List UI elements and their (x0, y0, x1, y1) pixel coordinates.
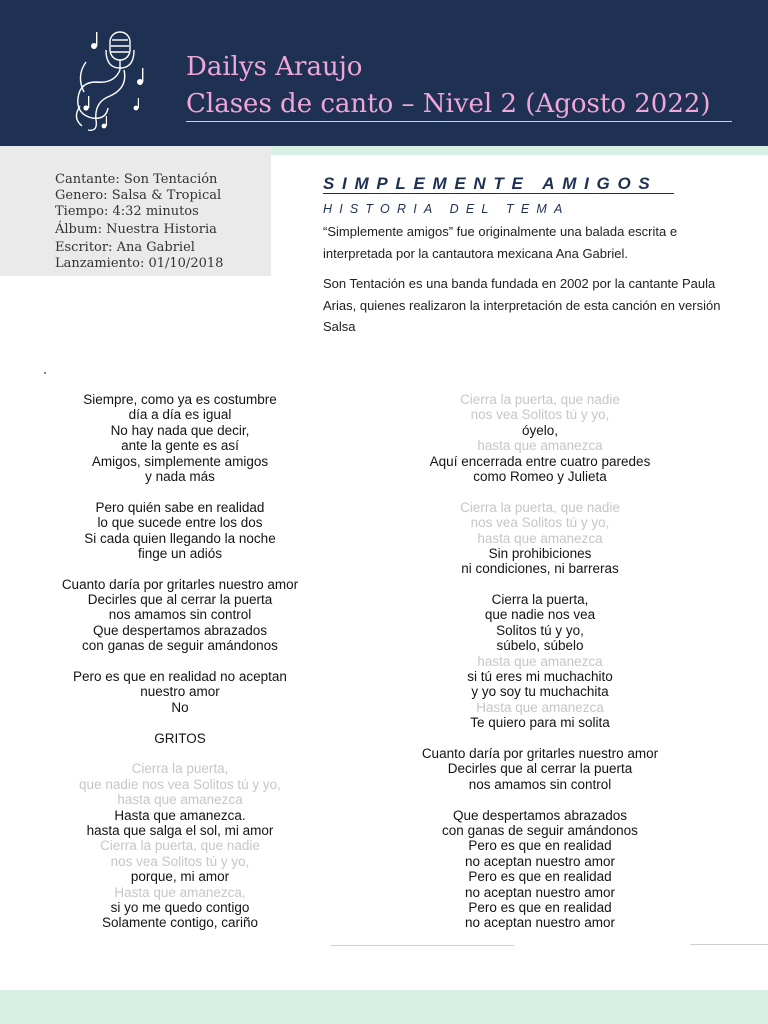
lyric-line: Cuanto daría por gritarles nuestro amor (421, 745, 659, 761)
lyric-line: hasta que amanezca (117, 792, 243, 808)
info-release: Lanzamiento: 01/10/2018 (55, 256, 224, 271)
lyric-line: nos vea Solitos tú y yo, (470, 407, 610, 423)
footer-band (0, 990, 768, 1024)
info-writer: Escritor: Ana Gabriel (55, 240, 195, 255)
lyric-line: Pero quién sabe en realidad (95, 499, 265, 515)
lyric-line: nos amamos sin control (108, 607, 252, 623)
lyric-line: Decirles que al cerrar la puerta (87, 592, 273, 608)
history-paragraph-2: Son Tentación es una banda fundada en 2002 por la cantante Paula Arias, quienes realizaron la interpretación de esta canción en versión Salsa (323, 276, 721, 334)
bottom-divider (330, 945, 514, 946)
stanza-break (390, 792, 690, 807)
lyric-line: no aceptan nuestro amor (464, 853, 616, 869)
lyric-line: Pero es que en realidad (468, 869, 612, 885)
lyric-line: con ganas de seguir amándonos (442, 822, 638, 838)
lyric-line: que nadie nos vea Solitos tú y yo, (79, 776, 281, 792)
stanza-break (30, 484, 330, 499)
lyric-line: si yo me quedo contigo (110, 899, 250, 915)
lyric-line: Cuanto daría por gritarles nuestro amor (61, 576, 299, 592)
lyrics-left-column (30, 392, 330, 931)
lyric-line: Cierra la puerta, (131, 761, 229, 777)
lyric-line: nos vea Solitos tú y yo, (470, 515, 610, 531)
lyric-line: hasta que amanezca (477, 530, 603, 546)
lyric-line: Hasta que amanezca (476, 699, 604, 715)
lyric-line: hasta que amanezca (477, 653, 603, 669)
stanza-break (30, 715, 330, 730)
lyric-line: Siempre, como ya es costumbre (83, 392, 277, 407)
lyric-line: súbelo, súbelo (496, 638, 584, 654)
history-paragraph-1: “Simplemente amigos” fue originalmente una balada escrita e interpretada por la cantautora mexicana Ana Gabriel. (323, 224, 678, 261)
lyric-line: Decirles que al cerrar la puerta (447, 761, 633, 777)
lyric-line: Cierra la puerta, que nadie (100, 838, 260, 854)
song-title: SIMPLEMENTE AMIGOS (323, 174, 658, 193)
lyric-line: hasta que amanezca (477, 438, 603, 454)
lyric-line: con ganas de seguir amándonos (82, 638, 278, 654)
lyric-line: Pero es que en realidad no aceptan (73, 669, 287, 685)
lyric-line: y nada más (145, 468, 215, 484)
lyric-line: y yo soy tu muchachita (471, 684, 609, 700)
info-genre: Genero: Salsa & Tropical (55, 188, 222, 203)
lyric-line: Hasta que amanezca. (114, 807, 246, 823)
lyric-line: Cierra la puerta, (491, 592, 589, 608)
stanza-break (30, 746, 330, 761)
lyric-line: si tú eres mi muchachito (467, 669, 613, 685)
lyric-line: Si cada quien llegando la noche (84, 530, 276, 546)
lyric-line: ante la gente es así (121, 438, 239, 454)
lyric-line: hasta que salga el sol, mi amor (86, 822, 274, 838)
song-title-underline (323, 193, 674, 194)
info-album: Álbum: Nuestra Historia (55, 222, 217, 237)
section-heading: HISTORIA DEL TEMA (323, 202, 570, 216)
info-duration: Tiempo: 4:32 minutos (55, 204, 199, 219)
lyric-line: día a día es igual (128, 407, 232, 423)
lyric-line: no aceptan nuestro amor (464, 884, 616, 900)
lyric-line: No hay nada que decir, (110, 422, 250, 438)
lyric-line: No (171, 699, 189, 715)
stanza-break (30, 654, 330, 669)
lyrics-right-column (390, 392, 690, 931)
microphone-music-notes-icon (66, 22, 150, 136)
lyric-line: lo que sucede entre los dos (97, 515, 263, 531)
lyric-line: Pero es que en realidad (468, 838, 612, 854)
stanza-break (30, 561, 330, 576)
info-singer: Cantante: Son Tentación (55, 172, 218, 187)
lyric-line: nos amamos sin control (468, 776, 612, 792)
stanza-break (390, 731, 690, 746)
lyric-line: nuestro amor (140, 684, 220, 700)
lyric-line: Cierra la puerta, que nadie (460, 392, 620, 407)
stanza-break (390, 484, 690, 499)
lyric-line: GRITOS (154, 730, 206, 746)
header-banner (0, 0, 768, 146)
title-divider (186, 121, 732, 122)
lyric-line: finge un adiós (137, 545, 223, 561)
lyric-line: Amigos, simplemente amigos (91, 453, 269, 469)
accent-strip (271, 146, 768, 155)
lyric-line: Te quiero para mi solita (470, 715, 610, 731)
page-subtitle: Clases de canto – Nivel 2 (Agosto 2022) (186, 89, 711, 119)
lyric-line: como Romeo y Julieta (473, 468, 607, 484)
lyric-line: nos vea Solitos tú y yo, (110, 853, 250, 869)
lyric-line: que nadie nos vea (484, 607, 596, 623)
lyric-line: Solitos tú y yo, (496, 622, 584, 638)
lyric-line: óyelo, (521, 422, 559, 438)
lyric-line: ni condiciones, ni barreras (461, 561, 619, 577)
stanza-break (390, 577, 690, 592)
stray-mark (44, 372, 46, 374)
lyric-line: Aquí encerrada entre cuatro paredes (429, 453, 651, 469)
lyric-line: porque, mi amor (130, 869, 230, 885)
lyric-line: Que despertamos abrazados (452, 807, 628, 823)
lyric-line: Solamente contigo, cariño (101, 915, 259, 931)
bottom-divider (690, 944, 768, 945)
lyric-line: no aceptan nuestro amor (464, 915, 616, 931)
lyric-line: Que despertamos abrazados (92, 622, 268, 638)
page-title: Dailys Araujo (186, 52, 363, 82)
lyric-line: Pero es que en realidad (468, 899, 612, 915)
song-info-box (0, 146, 271, 276)
lyric-line: Sin prohibiciones (488, 545, 592, 561)
lyric-line: Cierra la puerta, que nadie (460, 499, 620, 515)
lyric-line: Hasta que amanezca, (114, 884, 246, 900)
